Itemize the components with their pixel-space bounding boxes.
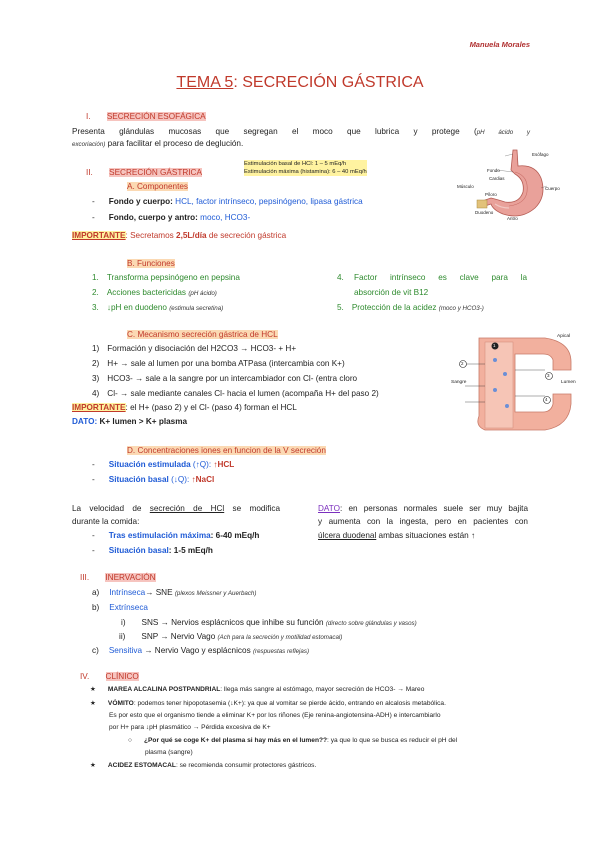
vel-text-a: La velocidad de — [72, 504, 150, 513]
fig1-label-antro: Antro — [507, 216, 518, 221]
innervation-b-i — [121, 617, 417, 629]
fig1-label-cardias: Cardias — [489, 176, 505, 181]
fig2-label-sangre: Sangre — [451, 380, 467, 385]
innervation-c-num: c) — [92, 646, 99, 655]
dato-label-2: DATO — [318, 504, 340, 513]
clinical-item-1 — [90, 685, 424, 695]
innervation-ii-note: (Ach para la secreción y motilidad estomacal) — [217, 634, 343, 641]
innervation-c-label: Sensitiva — [108, 646, 143, 655]
vel-text-b: se modifica — [224, 504, 280, 513]
important-label-1: IMPORTANTE — [72, 231, 126, 240]
important-bold-1: 2,5L/día — [176, 231, 207, 240]
secretion-rate-note-2: Estimulación máxima (histamina): 6 – 40 mEq/h — [244, 169, 367, 175]
function-3-text: ↓pH en duodeno — [106, 303, 167, 312]
fondo-label: Fondo y cuerpo: — [108, 197, 173, 206]
section-4-heading — [80, 671, 139, 682]
title-prefix: TEMA 5 — [176, 74, 234, 91]
innervation-a-note: (plexos Meissner y Auerbach) — [174, 590, 257, 597]
subsection-b-heading — [127, 258, 175, 269]
mechanism-1 — [92, 343, 296, 354]
innervation-a — [92, 587, 256, 599]
clinical-3-text: : se recomienda consumir protectores gástricos. — [175, 762, 317, 769]
function-5-num: 5. — [337, 303, 344, 312]
fig1-label-musculo: Músculo — [457, 184, 474, 189]
situation-stimulated: - Situación estimulada (↑Q): ↑HCL — [92, 460, 235, 469]
section-1-line-1 — [72, 126, 530, 138]
innervation-b-ii — [119, 631, 342, 643]
sit1-val: ↑HCL — [213, 460, 235, 469]
s1-note-a: excoriación) — [72, 141, 106, 148]
function-3-note: (estimula secretina) — [169, 305, 224, 312]
function-3 — [92, 302, 223, 314]
function-5-text: Protección de la acidez — [351, 303, 437, 312]
innervation-b — [92, 602, 148, 613]
mechanism-2-text: H+ → sale al lumen por una bomba ATPasa (intercambia con K+) — [107, 359, 345, 368]
author-name: Manuela Morales — [469, 40, 530, 49]
function-1 — [92, 272, 240, 283]
innervation-ii-text: SNP → Nervio Vago — [141, 632, 218, 641]
fig1-label-duodeno: Duodeno — [475, 210, 494, 215]
fig2-label-apical: Apical — [557, 334, 571, 339]
important-text-2: : el H+ (paso 2) y el Cl- (paso 4) forman el HCL — [125, 403, 297, 412]
secretion-rate-note-1: Estimulación basal de HCl: 1 – 5 mEq/h — [244, 161, 347, 167]
function-4-text: Factor intrínseco es clave para la — [354, 273, 527, 282]
clinical-item-3 — [90, 761, 316, 771]
tras-val: : 6-40 mEq/h — [210, 531, 260, 540]
sit1-mid: (↑Q): — [190, 460, 214, 469]
components-fondo: - Fondo y cuerpo: HCL, factor intrínseco, pepsinógeno, lipasa gástrica — [92, 197, 363, 206]
dato2-text-2: y aumenta con la ingesta, pero en pacientes con — [318, 517, 528, 526]
fig1-label-esofago: Esófago — [532, 152, 549, 157]
clinical-question-line-2: plasma (sangre) — [145, 749, 193, 756]
function-3-num: 3. — [92, 303, 99, 312]
function-4 — [337, 272, 527, 283]
basal-val: : 1-5 mEq/h — [168, 546, 213, 555]
mechanism-4-num: 4) — [92, 389, 100, 398]
clinical-1-text: : llega más sangre al estómago, mayor secreción de HCO3- → Mareo — [220, 686, 425, 693]
mechanism-2 — [92, 358, 345, 369]
secretion-rate-note — [244, 160, 367, 176]
clinical-item-2 — [90, 699, 446, 709]
star-icon: ★ — [90, 686, 96, 693]
clinical-item-2-line-2: Es por esto que el organismo tiende a eliminar K+ por los riñones (Eje renina-angiotensina-ADH) e intercambiarlo — [109, 712, 441, 719]
innervation-a-label: Intrínseca — [109, 588, 146, 597]
dato-label-1: DATO: — [72, 417, 98, 426]
innervation-b-num: b) — [92, 603, 100, 612]
mechanism-4 — [92, 388, 379, 399]
innervation-i-text: SNS → Nervios esplácnicos que inhibe su función — [141, 618, 326, 627]
function-4-num: 4. — [337, 273, 344, 282]
fig1-label-cuerpo: Cuerpo — [545, 186, 560, 191]
fondo-value: HCL, factor intrínseco, pepsinógeno, lipasa gástrica — [172, 197, 363, 206]
sit2-mid: (↓Q): — [168, 475, 192, 484]
velocity-line-2 — [72, 516, 139, 527]
important-text-1a: : Secretamos — [125, 231, 177, 240]
subsection-d-title: D. Concentraciones iones en funcion de la V secreción — [127, 446, 326, 455]
clinical-1-label: MAREA ALCALINA POSTPANDRIAL — [107, 686, 221, 693]
function-4-cont — [354, 287, 428, 298]
s1-text-b: para facilitar el proceso de deglución. — [105, 139, 244, 148]
subsection-c-title: C. Mecanismo secreción gástrica de HCL — [127, 330, 278, 339]
clinical-question-bold: ¿Por qué se coge K+ del plasma si hay más en el lumen?? — [143, 737, 328, 744]
section-3-heading — [80, 572, 156, 583]
innervation-i-num: i) — [121, 618, 126, 627]
function-4-text-cont: absorción de vit B12 — [354, 288, 429, 297]
innervation-c — [92, 645, 309, 657]
dato-note-2-line-2 — [318, 516, 528, 527]
function-2 — [92, 287, 217, 299]
clinical-question — [128, 736, 457, 746]
velocity-line-1 — [72, 503, 280, 514]
section-2-num: II. — [86, 168, 93, 177]
innervation-i-note: (directo sobre glándulas y vasos) — [325, 620, 417, 627]
antro-label: Fondo, cuerpo y antro: — [108, 213, 198, 222]
function-5 — [337, 302, 484, 314]
function-1-num: 1. — [92, 273, 99, 282]
section-2-heading — [86, 167, 202, 178]
innervation-ii-num: ii) — [119, 632, 126, 641]
basal-label: Situación basal — [108, 546, 169, 555]
section-4-num: IV. — [80, 672, 90, 681]
situation-basal: - Situación basal (↓Q): ↑NaCl — [92, 475, 215, 484]
clinical-2-label: VÓMITO — [107, 700, 134, 707]
circle-bullet-icon: ○ — [128, 737, 132, 744]
dato-text-1: K+ lumen > K+ plasma — [97, 417, 188, 426]
section-1-title: SECRECIÓN ESOFÁGICA — [106, 112, 206, 121]
dato2-text-1: : en personas normales suele ser muy bajita — [340, 504, 528, 513]
clinical-item-2-line-3: por H+ para ↓pH plasmático → Pérdida excesiva de K+ — [109, 724, 271, 731]
components-antro: - Fondo, cuerpo y antro: moco, HCO3- — [92, 213, 251, 222]
dato-note-2-line-3 — [318, 530, 475, 541]
important-text-1b: de secreción gástrica — [206, 231, 287, 240]
important-label-2: IMPORTANTE — [72, 403, 126, 412]
innervation-a-text: → SNE — [145, 588, 175, 597]
subsection-c-heading — [127, 329, 278, 340]
sit1-label: Situación estimulada — [108, 460, 191, 469]
title-rest: : SECRECIÓN GÁSTRICA — [233, 74, 424, 91]
s1-note-b: pH ácido y — [476, 129, 531, 136]
mechanism-1-num: 1) — [92, 344, 100, 353]
fig1-label-fondo: Fondo — [487, 168, 500, 173]
innervation-c-text: → Nervio Vago y esplácnicos — [142, 646, 253, 655]
important-note-2 — [72, 402, 297, 413]
section-3-title: INERVACIÓN — [105, 573, 156, 582]
important-note-1 — [72, 230, 286, 241]
function-5-note: (moco y HCO3-) — [438, 305, 484, 312]
fig2-step-3: 3 — [547, 373, 550, 378]
tras-label: Tras estimulación máxima — [108, 531, 211, 540]
function-1-text: Transforma pepsinógeno en pepsina — [106, 273, 240, 282]
subsection-a-title: A. Componentes — [127, 182, 188, 191]
innervation-c-note: (respuestas reflejas) — [252, 648, 310, 655]
mechanism-3-num: 3) — [92, 374, 100, 383]
dato2-text-3b: ambas situaciones están ↑ — [376, 531, 476, 540]
section-2-title: SECRECIÓN GÁSTRICA — [109, 168, 202, 177]
fig2-step-2: 2 — [461, 361, 464, 366]
velocity-max: - Tras estimulación máxima: 6-40 mEq/h — [92, 531, 260, 540]
function-2-text: Acciones bactericidas — [106, 288, 187, 297]
vel-text-u: secreción de HCl — [149, 504, 225, 513]
vel-text-2: durante la comida: — [72, 517, 140, 526]
fig2-label-lumen: Lumen — [561, 380, 576, 385]
subsection-d-heading — [127, 445, 326, 456]
innervation-b-label: Extrínseca — [109, 603, 148, 612]
clinical-question-text: : ya que lo que se busca es reducir el pH del — [327, 737, 458, 744]
mechanism-4-text: Cl- → sale mediante canales Cl- hacia el lumen (acompaña H+ del paso 2) — [107, 389, 379, 398]
section-4-title: CLÍNICO — [105, 672, 139, 681]
fig1-label-piloro: Píloro — [485, 192, 497, 197]
mechanism-3 — [92, 373, 357, 384]
section-1-num: I. — [86, 112, 91, 121]
stomach-anatomy-figure — [455, 148, 560, 223]
fig2-step-4: 4 — [545, 397, 548, 402]
s1-text-a: Presenta glándulas mucosas que segregan el moco que lubrica y protege ( — [72, 127, 477, 136]
page-title — [0, 74, 600, 92]
mechanism-2-num: 2) — [92, 359, 100, 368]
section-1-line-2 — [72, 138, 243, 150]
function-2-note: (pH ácido) — [188, 290, 217, 297]
subsection-b-title: B. Funciones — [127, 259, 175, 268]
dato-note-1 — [72, 416, 187, 427]
dato-note-2-line-1 — [318, 503, 528, 514]
section-1-heading — [86, 111, 206, 122]
innervation-a-num: a) — [92, 588, 100, 597]
function-2-num: 2. — [92, 288, 99, 297]
fig2-step-1: 1 — [493, 343, 496, 348]
mechanism-3-text: HCO3- → sale a la sangre por un intercambiador con Cl- (entra cloro — [107, 374, 358, 383]
sit2-label: Situación basal — [108, 475, 169, 484]
mechanism-1-text: Formación y disociación del H2CO3 → HCO3- + H+ — [107, 344, 297, 353]
parietal-cell-figure — [445, 330, 575, 435]
antro-value: moco, HCO3- — [197, 213, 251, 222]
sit2-val: ↑NaCl — [191, 475, 215, 484]
dato2-text-3u: úlcera duodenal — [318, 531, 377, 540]
velocity-basal: - Situación basal: 1-5 mEq/h — [92, 546, 213, 555]
star-icon: ★ — [90, 762, 96, 769]
clinical-2-line-1: : podemos tener hipopotasemia (↓K+): ya que al vomitar se pierde ácido, entrando en alcalosis metabólica. — [133, 700, 446, 707]
section-3-num: III. — [80, 573, 90, 582]
star-icon: ★ — [90, 700, 96, 707]
clinical-3-label: ACIDEZ ESTOMACAL — [107, 762, 176, 769]
subsection-a-heading — [127, 181, 188, 192]
